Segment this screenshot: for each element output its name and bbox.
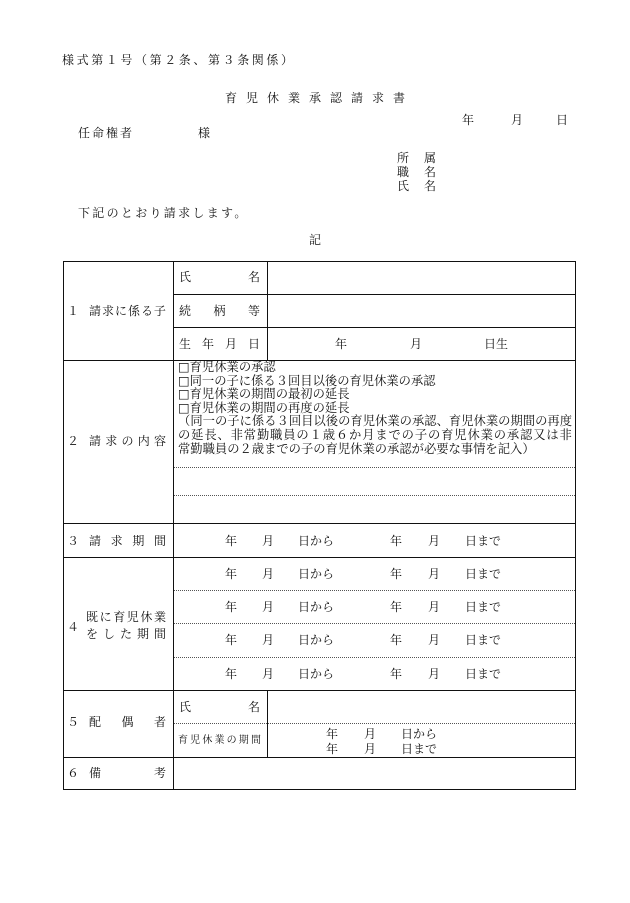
instruction-note-line: 常勤職員の２歳までの子の育児休業の承認が必要な事情を記入）	[178, 441, 535, 456]
section-label-line	[86, 627, 166, 641]
character: 求	[101, 304, 114, 318]
character: 度	[559, 414, 572, 429]
form-number: 様式第１号（第２条、第３条関係）	[62, 53, 296, 67]
character: 職	[270, 427, 283, 442]
character: 求	[105, 434, 118, 448]
character: 業	[480, 427, 493, 442]
character: 認	[424, 414, 437, 429]
start-year-label: 年	[225, 600, 238, 614]
character: 常	[243, 427, 257, 442]
character: 名	[423, 165, 436, 179]
character: １	[309, 427, 322, 442]
spouse-name-label	[179, 700, 260, 714]
record-mark: 記	[309, 233, 322, 247]
character: 勤	[256, 427, 270, 442]
start-day-label: 日から	[298, 667, 335, 681]
character: に	[239, 414, 252, 429]
start-year-label: 年	[326, 727, 339, 741]
applicant-affiliation-label	[397, 151, 436, 165]
applicant-position-label	[397, 165, 436, 179]
character: 回	[288, 414, 302, 429]
remarks-field	[174, 758, 575, 789]
character: 属	[423, 151, 436, 165]
end-month-label: 月	[428, 667, 441, 681]
request-content-options	[178, 361, 572, 456]
end-year-label: 年	[326, 742, 339, 756]
character: 子	[153, 304, 166, 318]
character: 子	[227, 414, 240, 429]
end-day-label: 日まで	[465, 600, 502, 614]
character: 偶	[121, 715, 134, 729]
character: 承	[411, 414, 425, 429]
character: る	[264, 414, 277, 429]
character: 育	[350, 414, 363, 429]
character: 児	[190, 735, 201, 746]
option-leave-approval	[178, 361, 572, 375]
character: 氏	[179, 270, 192, 284]
start-month-label: 月	[262, 534, 275, 548]
character: 業	[153, 610, 166, 624]
character: 休	[473, 414, 486, 429]
character: 求	[110, 534, 123, 548]
date-month-label: 月	[511, 113, 524, 127]
character: 月	[224, 337, 237, 351]
character: 認	[520, 427, 533, 442]
character: 日	[247, 337, 260, 351]
character: 児	[362, 414, 375, 429]
character: 又	[533, 427, 546, 442]
section-label	[89, 434, 166, 448]
subrow-divider	[173, 327, 576, 328]
birth-day-label: 日生	[484, 337, 509, 351]
end-day-label: 日まで	[465, 567, 502, 581]
section-number: ６	[67, 766, 80, 780]
start-month-label: 月	[262, 633, 275, 647]
character: 児	[126, 610, 139, 624]
section-number: ４	[67, 620, 80, 634]
dotted-divider	[174, 623, 575, 624]
section-label	[89, 534, 166, 548]
character: 以	[313, 414, 326, 429]
character: 期	[510, 414, 523, 429]
start-day-label: 日から	[298, 567, 335, 581]
option-first-extension	[178, 388, 572, 402]
character: 係	[251, 414, 265, 429]
character: 備	[89, 766, 102, 780]
character: 配	[89, 715, 102, 729]
end-month-label: 月	[428, 567, 441, 581]
character: 休	[467, 427, 480, 442]
document-title: 育児休業承認請求書	[225, 91, 415, 105]
request-statement: 下記のとおり請求します。	[78, 206, 249, 220]
character: 延	[191, 427, 204, 442]
date-day-label: 日	[556, 113, 569, 127]
checkbox-icon: □	[178, 387, 190, 402]
character: 命	[91, 126, 104, 140]
character: 目	[301, 414, 314, 429]
character: 承	[506, 427, 520, 442]
child-name-label	[179, 270, 260, 284]
character: 員	[283, 427, 296, 442]
character: 容	[153, 434, 166, 448]
character: 月	[362, 427, 375, 442]
character: る	[140, 304, 153, 318]
checkbox-icon: □	[178, 400, 190, 415]
character: の	[399, 414, 412, 429]
start-day-label: 日から	[298, 633, 335, 647]
checkbox-icon: □	[178, 373, 190, 388]
character: の	[338, 414, 351, 429]
character: 育	[178, 735, 188, 746]
end-day-label: 日まで	[465, 633, 502, 647]
dotted-divider	[174, 723, 575, 724]
character: 名	[423, 179, 436, 193]
character: 間	[250, 735, 261, 746]
character: の	[121, 434, 134, 448]
dotted-divider	[174, 657, 575, 658]
row-divider	[63, 557, 576, 558]
section-number: ２	[67, 434, 80, 448]
instruction-note-line	[178, 429, 572, 443]
spouse-leave-period-label	[178, 735, 261, 747]
character: は	[546, 427, 559, 442]
character: 再	[547, 414, 560, 429]
instruction-note-line	[178, 415, 572, 429]
character: を	[86, 627, 99, 641]
spouse-name-field	[268, 691, 575, 723]
character: 等	[247, 304, 260, 318]
start-year-label: 年	[225, 567, 238, 581]
row-divider	[63, 523, 576, 524]
birth-year-label: 年	[335, 337, 348, 351]
character: 休	[375, 414, 388, 429]
character: 一	[202, 414, 215, 429]
character: 育	[448, 414, 462, 429]
character: に	[114, 304, 127, 318]
character: 子	[414, 427, 428, 442]
character: 業	[485, 414, 499, 429]
character: 歳	[322, 427, 336, 442]
character: の	[296, 427, 309, 442]
end-year-label: 年	[390, 534, 403, 548]
end-month-label: 月	[428, 633, 441, 647]
option-label: 育児休業の期間の最初の延長	[189, 387, 350, 402]
start-day-label: 日から	[298, 600, 335, 614]
child-name-field	[268, 262, 575, 294]
end-year-label: 年	[390, 567, 403, 581]
addressee-honorific: 様	[198, 126, 211, 140]
character: た	[119, 627, 132, 641]
character: 係	[127, 304, 140, 318]
addressee-title	[78, 126, 132, 140]
applicant-name-label	[397, 179, 436, 193]
character: の	[498, 414, 511, 429]
end-year-label: 年	[390, 600, 403, 614]
end-month-label: 月	[428, 600, 441, 614]
child-relationship-label	[179, 304, 260, 318]
dotted-divider	[174, 590, 575, 591]
character: 育	[113, 610, 126, 624]
character: 期	[132, 534, 145, 548]
character: （	[178, 414, 191, 429]
end-year-label: 年	[390, 633, 403, 647]
character: 児	[454, 427, 467, 442]
character: 柄	[213, 304, 226, 318]
character: 長	[204, 427, 217, 442]
start-year-label: 年	[225, 633, 238, 647]
character: し	[102, 627, 115, 641]
character: 休	[202, 735, 213, 746]
character: 年	[201, 337, 214, 351]
end-day-label: 日まで	[465, 534, 502, 548]
character: 業	[387, 414, 400, 429]
character: 任	[78, 126, 91, 140]
section-label-line	[86, 610, 166, 624]
character: 既	[86, 610, 99, 624]
section-number: ５	[67, 715, 80, 729]
start-month-label: 月	[262, 600, 275, 614]
end-month-label: 月	[364, 742, 377, 756]
character: 、	[217, 427, 230, 442]
section-label	[89, 715, 166, 729]
child-relationship-field	[268, 295, 575, 327]
character: ６	[335, 427, 349, 442]
start-month-label: 月	[364, 727, 377, 741]
character: 者	[119, 126, 132, 140]
character: 考	[153, 766, 166, 780]
end-year-label: 年	[390, 667, 403, 681]
character: 氏	[397, 179, 410, 193]
circumstances-writing-area	[174, 468, 575, 523]
character: 育	[441, 427, 454, 442]
character: 生	[179, 337, 192, 351]
column-divider	[173, 261, 174, 790]
character: 間	[522, 414, 536, 429]
character: 同	[190, 414, 203, 429]
character: 、	[436, 414, 449, 429]
character: ３	[276, 414, 289, 429]
character: 名	[247, 270, 260, 284]
character: 請	[89, 304, 102, 318]
character: 名	[247, 700, 260, 714]
character: 非	[230, 427, 243, 442]
end-month-label: 月	[428, 534, 441, 548]
character: 休	[140, 610, 153, 624]
character: の	[493, 427, 507, 442]
character: 非	[559, 427, 572, 442]
start-day-label: 日から	[401, 727, 438, 741]
character: の	[427, 427, 441, 442]
option-label: 育児休業の承認	[189, 360, 276, 374]
character: で	[388, 427, 401, 442]
character: 間	[153, 534, 166, 548]
character: 職	[397, 165, 410, 179]
section-number: １	[67, 304, 80, 318]
character: 後	[325, 414, 339, 429]
character: の	[535, 414, 548, 429]
character: 者	[153, 715, 166, 729]
start-year-label: 年	[225, 534, 238, 548]
date-year-label: 年	[462, 113, 475, 127]
start-day-label: 日から	[298, 534, 335, 548]
character: 氏	[179, 700, 192, 714]
checkbox-icon: □	[178, 360, 190, 374]
character: 権	[105, 126, 118, 140]
character: 間	[153, 627, 166, 641]
child-birthdate-label	[179, 337, 260, 351]
start-month-label: 月	[262, 567, 275, 581]
section-label	[89, 766, 166, 780]
character: の	[401, 427, 414, 442]
option-label: 同一の子に係る３回目以後の育児休業の承認	[189, 373, 436, 388]
section-number: ３	[67, 534, 80, 548]
character: 所	[397, 151, 410, 165]
option-label: 育児休業の期間の再度の延長	[189, 400, 350, 415]
end-day-label: 日まで	[401, 742, 438, 756]
end-day-label: 日まで	[465, 667, 502, 681]
section-label	[89, 304, 166, 318]
character: の	[226, 735, 237, 746]
character: 期	[238, 735, 249, 746]
character: の	[178, 427, 191, 442]
character: か	[349, 427, 362, 442]
birth-month-label: 月	[410, 337, 423, 351]
character: の	[214, 414, 228, 429]
character: 業	[214, 735, 225, 746]
character: 期	[136, 627, 149, 641]
start-month-label: 月	[262, 667, 275, 681]
character: 請	[89, 434, 102, 448]
character: ま	[375, 427, 388, 442]
character: 請	[89, 534, 102, 548]
start-year-label: 年	[225, 667, 238, 681]
character: 内	[137, 434, 150, 448]
character: 続	[179, 304, 192, 318]
character: に	[99, 610, 112, 624]
character: 児	[461, 414, 474, 429]
